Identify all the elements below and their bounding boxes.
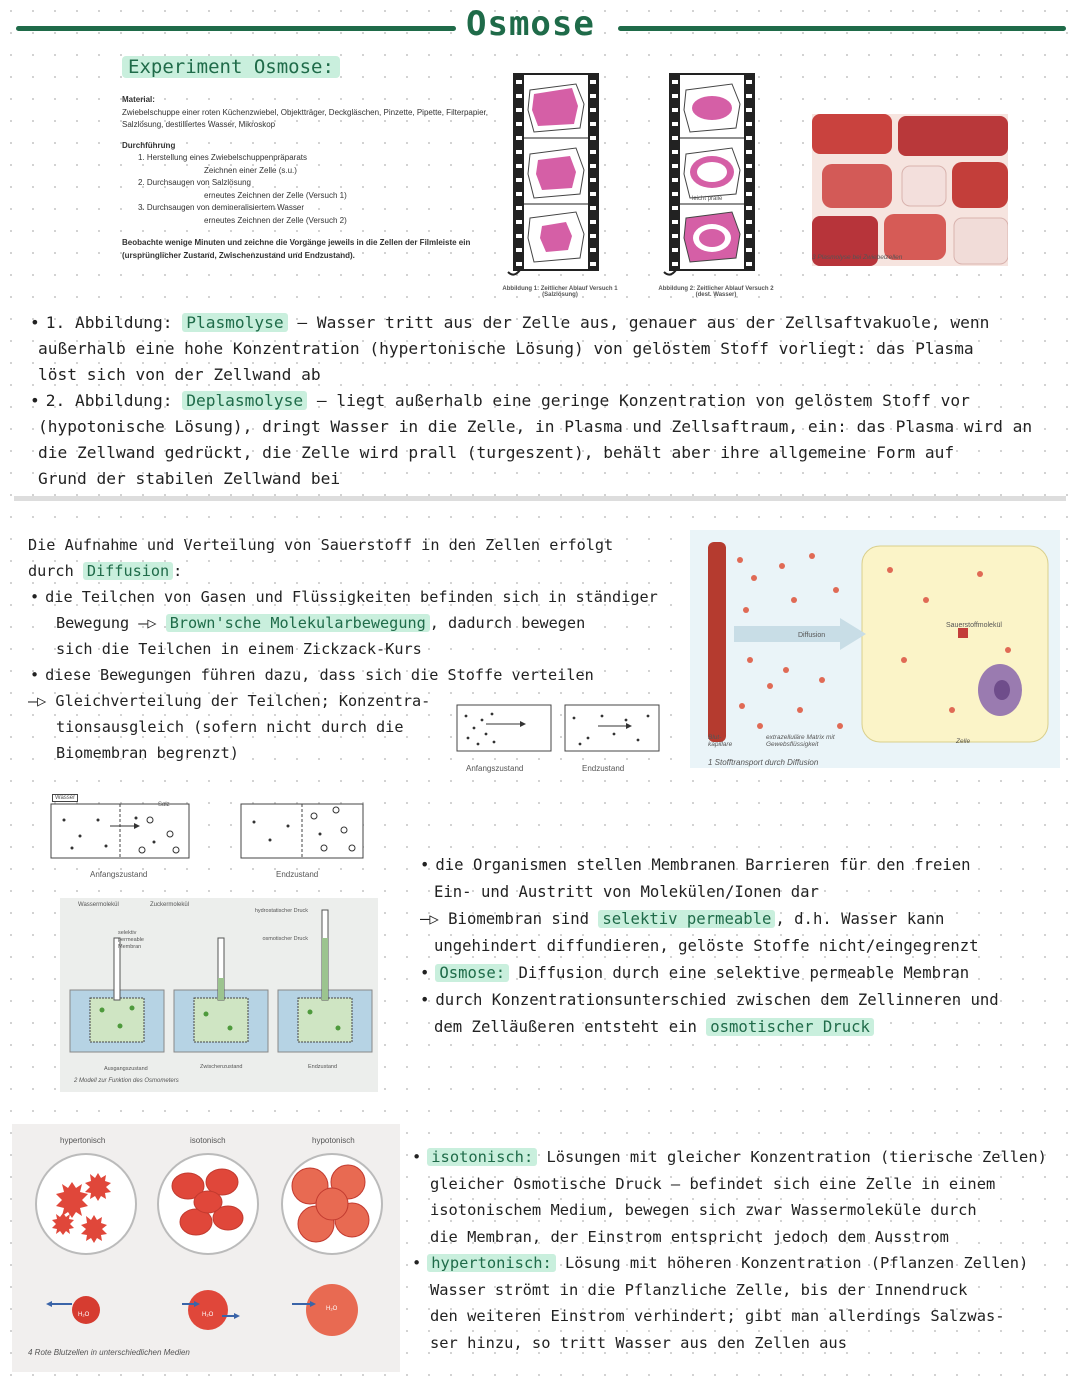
term-brown: Brown'sche Molekularbewegung [166,614,430,632]
diffusion-start-label: Anfangszustand [466,764,524,773]
fig-matrix-label: extrazelluläre Matrix mit Gewebsflüssigkeit [766,734,835,748]
notes-membrane [420,852,999,1041]
osmo-stage-1: Ausgangszustand [104,1066,148,1072]
diff-line-1: Die Aufnahme und Verteilung von Sauerstoff in den Zellen erfolgt [28,536,614,554]
osmo-salt-label: Salz [158,802,170,808]
blood-hypo-label: hypotonisch [312,1136,355,1145]
osmo-stage-3: Endzustand [308,1064,338,1070]
film-strip-2-label: leicht pralle [692,196,723,202]
osmo-membrane-label: selektiv permeable Membran [118,930,144,950]
blood-h2o-3: H₂O [326,1306,338,1312]
diffusion-start-box [456,704,552,752]
note-line-7: Grund der stabilen Zellwand bei [38,469,341,488]
mem-line-2: Ein- und Austritt von Molekülen/Ionen dar [434,883,819,901]
step-3: 3. Durchsaugen von demineralisiertem Wasser [138,203,304,212]
film-strip-plasmolysis [506,70,606,280]
term-deplasmolyse: Deplasmolyse [182,391,307,410]
fig-blood-label: Blut-kapillare [708,734,733,748]
experiment-heading: Experiment Osmose: [122,56,340,78]
step-2-sub: erneutes Zeichnen der Zelle (Versuch 1) [204,190,347,200]
osmometer-model-figure [60,898,378,1092]
section-divider [14,496,1066,501]
photo-caption: 3 Plasmolyse bei Zwiebelzellen [812,254,903,261]
fig-cell-label: Zelle [956,738,971,745]
note-line-4: • 2. Abbildung: Deplasmolyse – liegt außerhalb eine geringe Konzentration von gelöstem Stoff vor [30,388,1032,414]
experiment-sheet [122,94,494,262]
blood-cells-figure [12,1124,400,1372]
title-rule-left [16,26,456,31]
procedure-label: Durchführung [122,140,176,150]
diffusion-end-label: Endzustand [582,764,625,773]
osmo-caption: 2 Modell zur Funktion des Osmometers [74,1078,179,1084]
diff-line-4: Bewegung —▷ Brown'sche Molekularbewegung , dadurch bewegen [56,614,586,632]
diffusion-figure [690,530,1060,768]
osmo-end-label: Endzustand [276,870,319,879]
term-selective: selektiv permeable [598,910,775,928]
osmo-sugar-molecule: Zuckermolekül [150,902,190,908]
diff-line-3: • die Teilchen von Gasen und Flüssigkeiten befinden sich in ständiger [28,584,658,610]
diff-line-8: tionsausgleich (sofern nicht durch die [56,718,404,736]
mem-line-4: ungehindert diffundieren, gelöste Stoffe nicht/eingegrenzt [434,937,979,955]
term-osmotic-pressure: osmotischer Druck [706,1018,874,1036]
onion-cell-photo [812,114,1008,266]
osmo-water-label: Wasser [52,794,78,802]
ton-line-3: isotonischem Medium, bewegen sich zwar Wassermoleküle durch [430,1201,977,1219]
blood-iso-label: isotonisch [190,1136,226,1145]
step-3-sub: erneutes Zeichnen der Zelle (Versuch 2) [204,215,347,225]
osmo-water-molecule: Wassermolekül [78,902,119,908]
film-strip-deplasmolysis [662,70,762,280]
mem-line-7: dem Zelläußeren entsteht ein osmotischer Druck [420,1014,999,1041]
film-2-caption: Abbildung 2: Zeitlicher Ablauf Versuch 2 (dest. Wasser) [658,286,774,298]
osmo-stage-2: Zwischenzustand [200,1064,243,1070]
diff-line-2: durch Diffusion : [28,562,183,580]
observe-text: Beobachte wenige Minuten und zeichne die Vorgänge jeweils in die Zellen der Filmleiste ein (ursprünglicher Zustand, Zwischenzustand und Endzustand). [122,238,471,260]
material-label: Material: [122,95,155,104]
blood-h2o-2: H₂O [202,1312,214,1318]
mem-line-1: • die Organismen stellen Membranen Barrieren für den freien [420,852,999,879]
note-line-6: die Zellwand gedrückt, die Zelle wird prall (turgeszent), behält aber ihre allgemeine Form auf [38,443,955,462]
blood-caption: 4 Rote Blutzellen in unterschiedlichen Medien [28,1348,190,1357]
osmo-osmotic-label: osmotischer Druck [262,936,308,942]
fig-diffusion-label: Diffusion [798,632,826,639]
term-isotonisch: isotonisch: [427,1148,537,1166]
ton-line-5: • hypertonisch: Lösung mit höheren Konzentration (Pflanzen Zellen) [412,1250,1047,1277]
diff-line-6: • diese Bewegungen führen dazu, dass sich die Stoffe verteilen [28,662,658,688]
ton-line-2: gleicher Osmotische Druck – befindet sich eine Zelle in einem [430,1174,996,1193]
title-rule-right [618,26,1066,31]
step-1-sub: Zeichnen einer Zelle (s.u.) [204,165,297,175]
page-title: Osmose [466,4,595,44]
note-line-1: • 1. Abbildung: Plasmolyse – Wasser tritt aus der Zelle aus, genauer aus der Zellsaftvakuole, wenn [30,310,1032,336]
osmo-start-label: Anfangszustand [90,870,148,879]
ton-line-7: den weiteren Einstrom verhindert; gibt man allerdings Salzwas- [430,1307,1005,1325]
diff-line-5: sich die Teilchen in einem Zickzack-Kurs [56,640,422,658]
fig-oxygen-label: Sauerstoffmolekül [946,622,1002,629]
osmosis-end-box [240,790,364,860]
osmo-hydro-label: hydrostatischer Druck [254,908,308,914]
blood-hyper-label: hypertonisch [60,1136,106,1145]
term-osmose: Osmose: [435,964,509,982]
notes-plasmolysis [30,310,1032,492]
term-plasmolyse: Plasmolyse [182,313,287,332]
note-line-5: (hypotonische Lösung), dringt Wasser in die Zelle, in Plasma und Zellsaftraum, ein: das Plasma wird an [38,417,1033,436]
ton-line-6: Wasser strömt in die Pflanzliche Zelle, bis der Innendruck [430,1280,968,1299]
blood-h2o-1: H₂O [78,1312,90,1318]
note-line-2: außerhalb eine hohe Konzentration (hypertonische Lösung) von gelöstem Stoff vorliegt: das Plasma [38,339,974,358]
step-2: 2. Durchsaugen von Salzlösung [138,178,251,187]
term-hypertonisch: hypertonisch: [427,1254,555,1272]
mem-line-6: • durch Konzentrationsunterschied zwischen dem Zellinneren und [420,987,999,1014]
film-1-caption: Abbildung 1: Zeitlicher Ablauf Versuch 1 (Salzlösung) [502,286,618,298]
note-line-3: löst sich von der Zellwand ab [38,365,321,384]
mem-line-3: —▷ Biomembran sind selektiv permeable , d.h. Wasser kann [420,910,945,928]
ton-line-8: ser hinzu, so tritt Wasser aus den Zellen aus [430,1333,847,1352]
mem-line-5: • Osmose: Diffusion durch eine selektive permeable Membran [420,960,999,987]
notes-tonicity [412,1144,1047,1356]
diff-line-7: —▷ Gleichverteilung der Teilchen; Konzentra- [28,692,431,710]
diffusion-end-box [564,704,660,752]
ton-line-1: • isotonisch: Lösungen mit gleicher Konzentration (tierische Zellen) [412,1144,1047,1171]
diff-line-9: Biomembran begrenzt) [56,744,239,762]
step-1: 1. Herstellung eines Zwiebelschuppenpräparats [138,153,307,162]
material-text: Zwiebelschuppe einer roten Küchenzwiebel, Objektträger, Deckgläschen, Pinzette, Pipette, Filterpapier, Salzlösung, destilliertes Wasser, Mikroskop [122,107,488,129]
term-diffusion: Diffusion [83,562,173,580]
fig-diffusion-caption: 1 Stofftransport durch Diffusion [708,758,819,767]
ton-line-4: die Membran, der Einstrom entspricht jedoch dem Ausstrom [430,1227,949,1246]
